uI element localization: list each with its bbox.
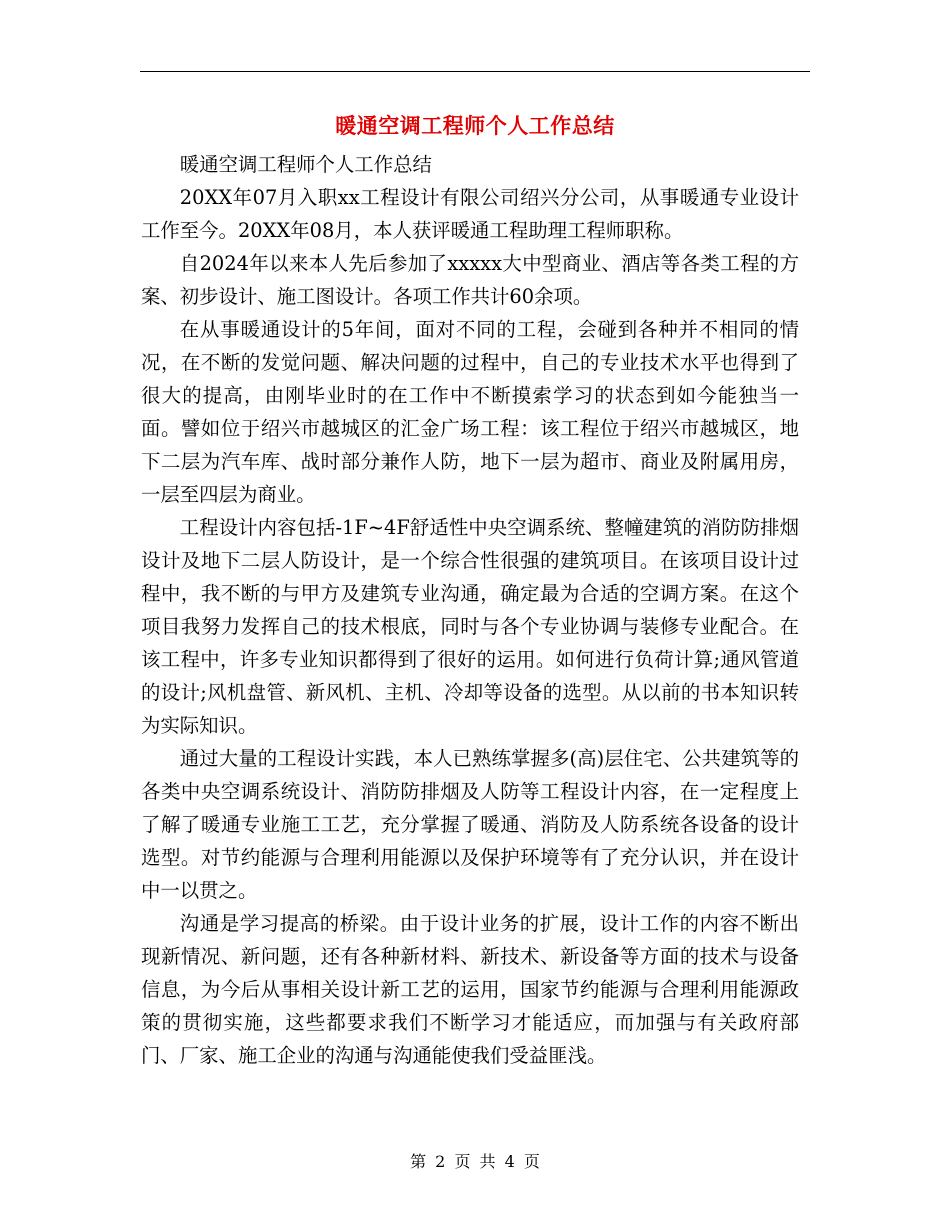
page-number-footer: 第 2 页 共 4 页 (410, 1152, 540, 1171)
document-body (141, 148, 799, 1072)
document-title: 暖通空调工程师个人工作总结 (335, 113, 615, 138)
paragraph-experience: 在从事暖通设计的5年间，面对不同的工程，会碰到各种并不相同的情况，在不断的发觉问题、解决问题的过程中，自己的专业技术水平也得到了很大的提高，由刚毕业时的在工作中不断摸索学习的状态到如今能独当一面。譬如位于绍兴市越城区的汇金广场工程：该工程位于绍兴市越城区，地下二层为汽车库、战时部分兼作人防，地下一层为超市、商业及附属用房，一层至四层为商业。 (141, 318, 799, 506)
paragraph-communication: 沟通是学习提高的桥梁。由于设计业务的扩展，设计工作的内容不断出现新情况、新问题，还有各种新材料、新技术、新设备等方面的技术与设备信息，为今后从事相关设计新工艺的运用，国家节约能源与合理利用能源政策的贯彻实施，这些都要求我们不断学习才能适应，而加强与有关政府部门、厂家、施工企业的沟通与沟通能使我们受益匪浅。 (141, 912, 799, 1067)
paragraph-employment: 20XX年07月入职xx工程设计有限公司绍兴分公司，从事暖通专业设计工作至今。20XX年08月，本人获评暖通工程助理工程师职称。 (141, 186, 799, 242)
paragraph-practice: 通过大量的工程设计实践，本人已熟练掌握多(高)层住宅、公共建筑等的各类中央空调系统设计、消防防排烟及人防等工程设计内容，在一定程度上了解了暖通专业施工工艺，充分掌握了暖通、消防及人防系统各设备的设计选型。对节约能源与合理利用能源以及保护环境等有了充分认识，并在设计中一以贯之。 (141, 747, 799, 902)
paragraph-projects: 自2024年以来本人先后参加了xxxxx大中型商业、酒店等各类工程的方案、初步设计、施工图设计。各项工作共计60余项。 (141, 252, 799, 308)
paragraph-design-scope: 工程设计内容包括-1F~4F舒适性中央空调系统、整幢建筑的消防防排烟设计及地下二层人防设计，是一个综合性很强的建筑项目。在该项目设计过程中，我不断的与甲方及建筑专业沟通，确定最为合适的空调方案。在这个项目我努力发挥自己的技术根底，同时与各个专业协调与装修专业配合。在该工程中，许多专业知识都得到了很好的运用。如何进行负荷计算;通风管道的设计;风机盘管、新风机、主机、冷却等设备的选型。从以前的书本知识转为实际知识。 (141, 516, 799, 737)
paragraph-subtitle: 暖通空调工程师个人工作总结 (179, 153, 432, 176)
header-rule (140, 71, 810, 72)
